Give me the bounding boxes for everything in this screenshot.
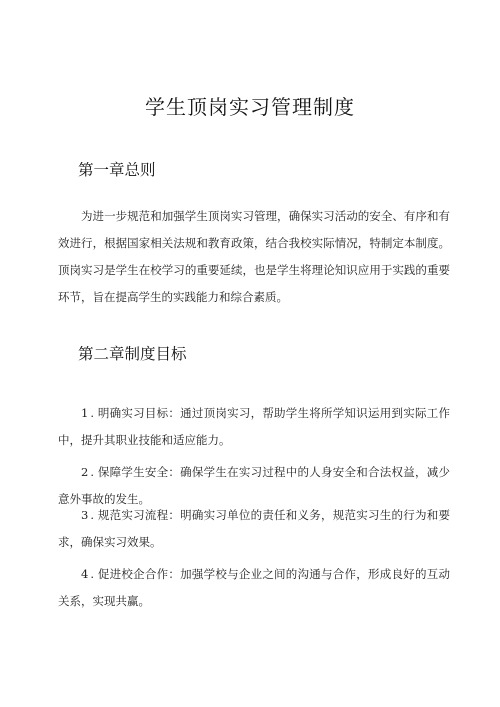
objective-item-4 — [58, 561, 450, 615]
objective-item-number: 4 — [81, 567, 89, 581]
objective-item-text: . 明确实习目标：通过顶岗实习，帮助学生将所学知识运用到实际工作中，提升其职业技能和适应能力。 — [58, 406, 450, 447]
objective-item-text: . 促进校企合作：加强学校与企业之间的沟通与合作，形成良好的互动关系，实现共赢。 — [58, 567, 450, 608]
chapter-1-heading: 第一章总则 — [78, 161, 156, 179]
objective-item-number: 2 — [81, 465, 89, 479]
objective-item-3 — [58, 502, 450, 556]
chapter-1-paragraph: 为进一步规范和加强学生顶岗实习管理，确保实习活动的安全、有序和有效进行，根据国家相关法规和教育政策，结合我校实际情况，特制定本制度。顶岗实习是学生在校学习的重要延续，也是学生将理论知识应用于实践的重要环节，旨在提高学生的实践能力和综合素质。 — [58, 209, 450, 304]
document-title: 学生顶岗实习管理制度 — [145, 95, 355, 119]
objective-item-text: . 规范实习流程：明确实习单位的责任和义务，规范实习生的行为和要求，确保实习效果。 — [58, 508, 450, 549]
objective-item-1 — [58, 400, 450, 454]
objective-item-number: 1 — [81, 406, 89, 420]
chapter-2-heading: 第二章制度目标 — [78, 345, 187, 363]
objective-item-text: . 保障学生安全：确保学生在实习过程中的人身安全和合法权益，减少意外事故的发生。 — [58, 465, 450, 506]
objective-item-number: 3 — [81, 508, 89, 522]
